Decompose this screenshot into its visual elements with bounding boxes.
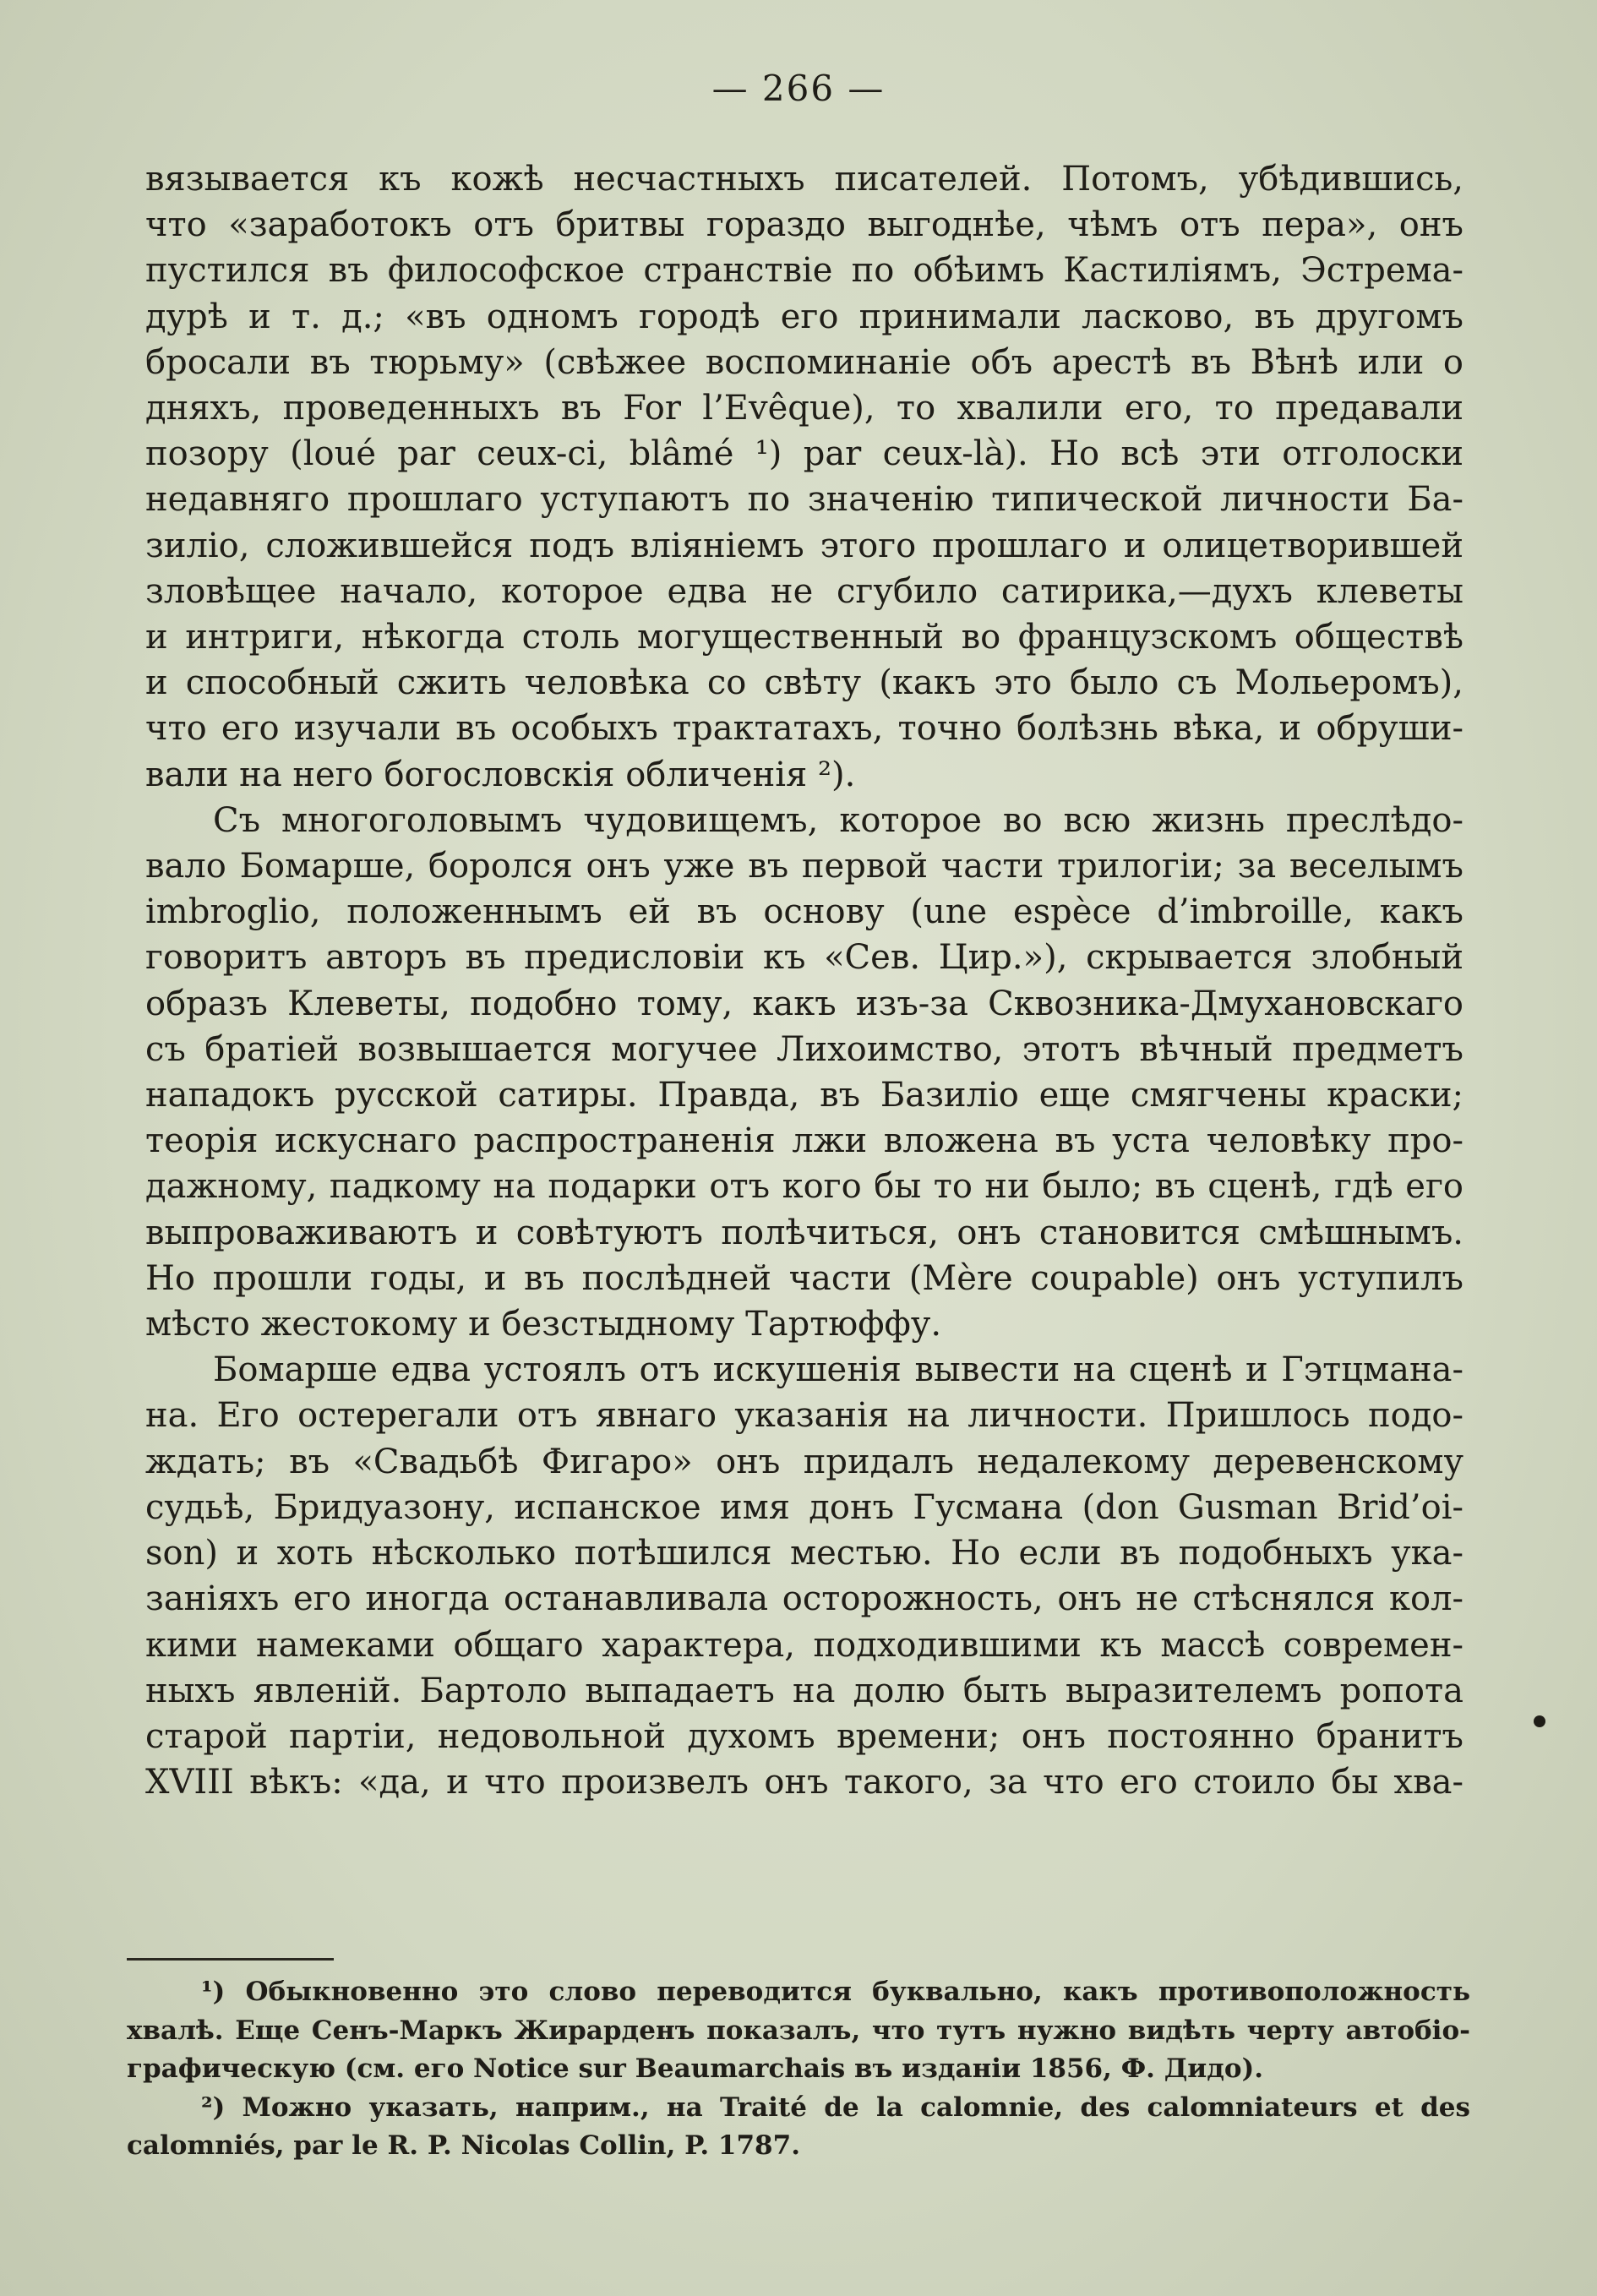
text-line: судьѣ, Бридуазону, испанское имя донъ Гусмана (don Gusman Brid’oi- — [145, 1487, 1463, 1527]
text-line: вали на него богословскія обличенія ²). — [145, 755, 856, 794]
text-line: что его изучали въ особыхъ трактатахъ, точно болѣзнь вѣка, и обруши- — [145, 709, 1463, 749]
page-number: — 266 — — [711, 68, 886, 109]
text-line: теорія искуснаго распространенія лжи вложена въ уста человѣку про- — [145, 1121, 1463, 1161]
ink-speck — [1534, 1715, 1545, 1727]
text-line: старой партіи, недовольной духомъ времени; онъ постоянно бранитъ — [145, 1716, 1463, 1756]
text-line: ждать; въ «Свадьбѣ Фигаро» онъ придалъ недалекому деревенскому — [145, 1442, 1463, 1481]
footnote-line: графическую (см. его Notice sur Beaumarchais въ изданіи 1856, Ф. Дидо). — [127, 2053, 1264, 2084]
text-line: заніяхъ его иногда останавливала осторожность, онъ не стѣснялся кол- — [145, 1579, 1463, 1619]
text-line: дажному, падкому на подарки отъ кого бы то ни было; въ сценѣ, гдѣ его — [145, 1167, 1463, 1207]
text-line: Съ многоголовымъ чудовищемъ, которое во всю жизнь преслѣдо- — [213, 800, 1463, 840]
text-line: на. Его остерегали отъ явнаго указанія на личности. Пришлось подо- — [145, 1396, 1463, 1436]
text-line: зиліо, сложившейся подъ вліяніемъ этого прошлаго и олицетворившей — [145, 526, 1463, 565]
text-line: XVIII вѣкъ: «да, и что произвелъ онъ такого, за что его стоило бы хва- — [145, 1763, 1463, 1802]
text-line: дурѣ и т. д.; «въ одномъ городѣ его принимали ласково, въ другомъ — [145, 297, 1463, 336]
text-line: и интриги, нѣкогда столь могущественный во французскомъ обществѣ — [145, 618, 1463, 657]
text-line: Но прошли годы, и въ послѣдней части (Mère coupable) онъ уступилъ — [145, 1258, 1463, 1298]
text-line: говоритъ авторъ въ предисловіи къ «Сев. Цир.»), скрывается злобный — [145, 938, 1463, 978]
footnotes — [127, 1973, 1470, 2166]
footnote-line: ¹) Обыкновенно это слово переводится буквально, какъ противоположность — [201, 1977, 1470, 2007]
text-line: son) и хоть нѣсколько потѣшился местью. Но если въ подобныхъ ука- — [145, 1534, 1463, 1573]
text-line: вязывается къ кожѣ несчастныхъ писателей. Потомъ, убѣдившись, — [145, 160, 1463, 199]
text-line: недавняго прошлаго уступаютъ по значенію типической личности Ба- — [145, 480, 1463, 520]
text-line: зловѣщее начало, которое едва не сгубило сатирика,—духъ клеветы — [145, 571, 1463, 611]
footnote-line: calomniés, par le R. P. Nicolas Collin, P. 1787. — [127, 2130, 800, 2161]
text-line: что «заработокъ отъ бритвы гораздо выгоднѣе, чѣмъ отъ пера», онъ — [145, 205, 1463, 245]
text-line: Бомарше едва устоялъ отъ искушенія вывести на сценѣ и Гэтцмана- — [213, 1350, 1463, 1390]
text-line: позору (loué par ceux-ci, blâmé ¹) par ceux-là). Но всѣ эти отголоски — [145, 434, 1463, 474]
text-line: ныхъ явленій. Бартоло выпадаетъ на долю быть выразителемъ ропота — [145, 1671, 1463, 1710]
text-line: вало Бомарше, боролся онъ уже въ первой части трилогіи; за веселымъ — [145, 847, 1463, 886]
footnote-line: хвалѣ. Еще Сенъ-Маркъ Жирарденъ показалъ, что тутъ нужно видѣть черту автобіо- — [127, 2015, 1470, 2046]
text-line: дняхъ, проведенныхъ въ For l’Evêque), то хвалили его, то предавали — [145, 389, 1463, 428]
text-line: бросали въ тюрьму» (свѣжее воспоминаніе объ арестѣ въ Вѣнѣ или о — [145, 342, 1463, 382]
main-text — [145, 156, 1463, 1805]
text-line: кими намеками общаго характера, подходившими къ массѣ современ- — [145, 1625, 1463, 1665]
text-line: выпроваживаютъ и совѣтуютъ полѣчиться, онъ становится смѣшнымъ. — [145, 1213, 1463, 1252]
text-line: и способный сжить человѣка со свѣту (какъ это было съ Мольеромъ), — [145, 663, 1463, 703]
text-line: образъ Клеветы, подобно тому, какъ изъ-за Сквозника-Дмухановскаго — [145, 984, 1463, 1023]
text-line: мѣсто жестокому и безстыдному Тартюффу. — [145, 1305, 942, 1344]
footnote-separator — [127, 1958, 334, 1961]
text-line: съ братіей возвышается могучее Лихоимство, этотъ вѣчный предметъ — [145, 1029, 1463, 1069]
text-line: imbroglio, положеннымъ ей въ основу (une espèce d’imbroille, какъ — [145, 892, 1463, 932]
footnote-line: ²) Можно указать, наприм., на Traité de la calomnie, des calomniateurs et des — [201, 2091, 1470, 2123]
text-line: нападокъ русской сатиры. Правда, въ Базиліо еще смягчены краски; — [145, 1076, 1463, 1115]
text-line: пустился въ философское странствіе по обѣимъ Кастиліямъ, Эстрема- — [145, 251, 1463, 291]
